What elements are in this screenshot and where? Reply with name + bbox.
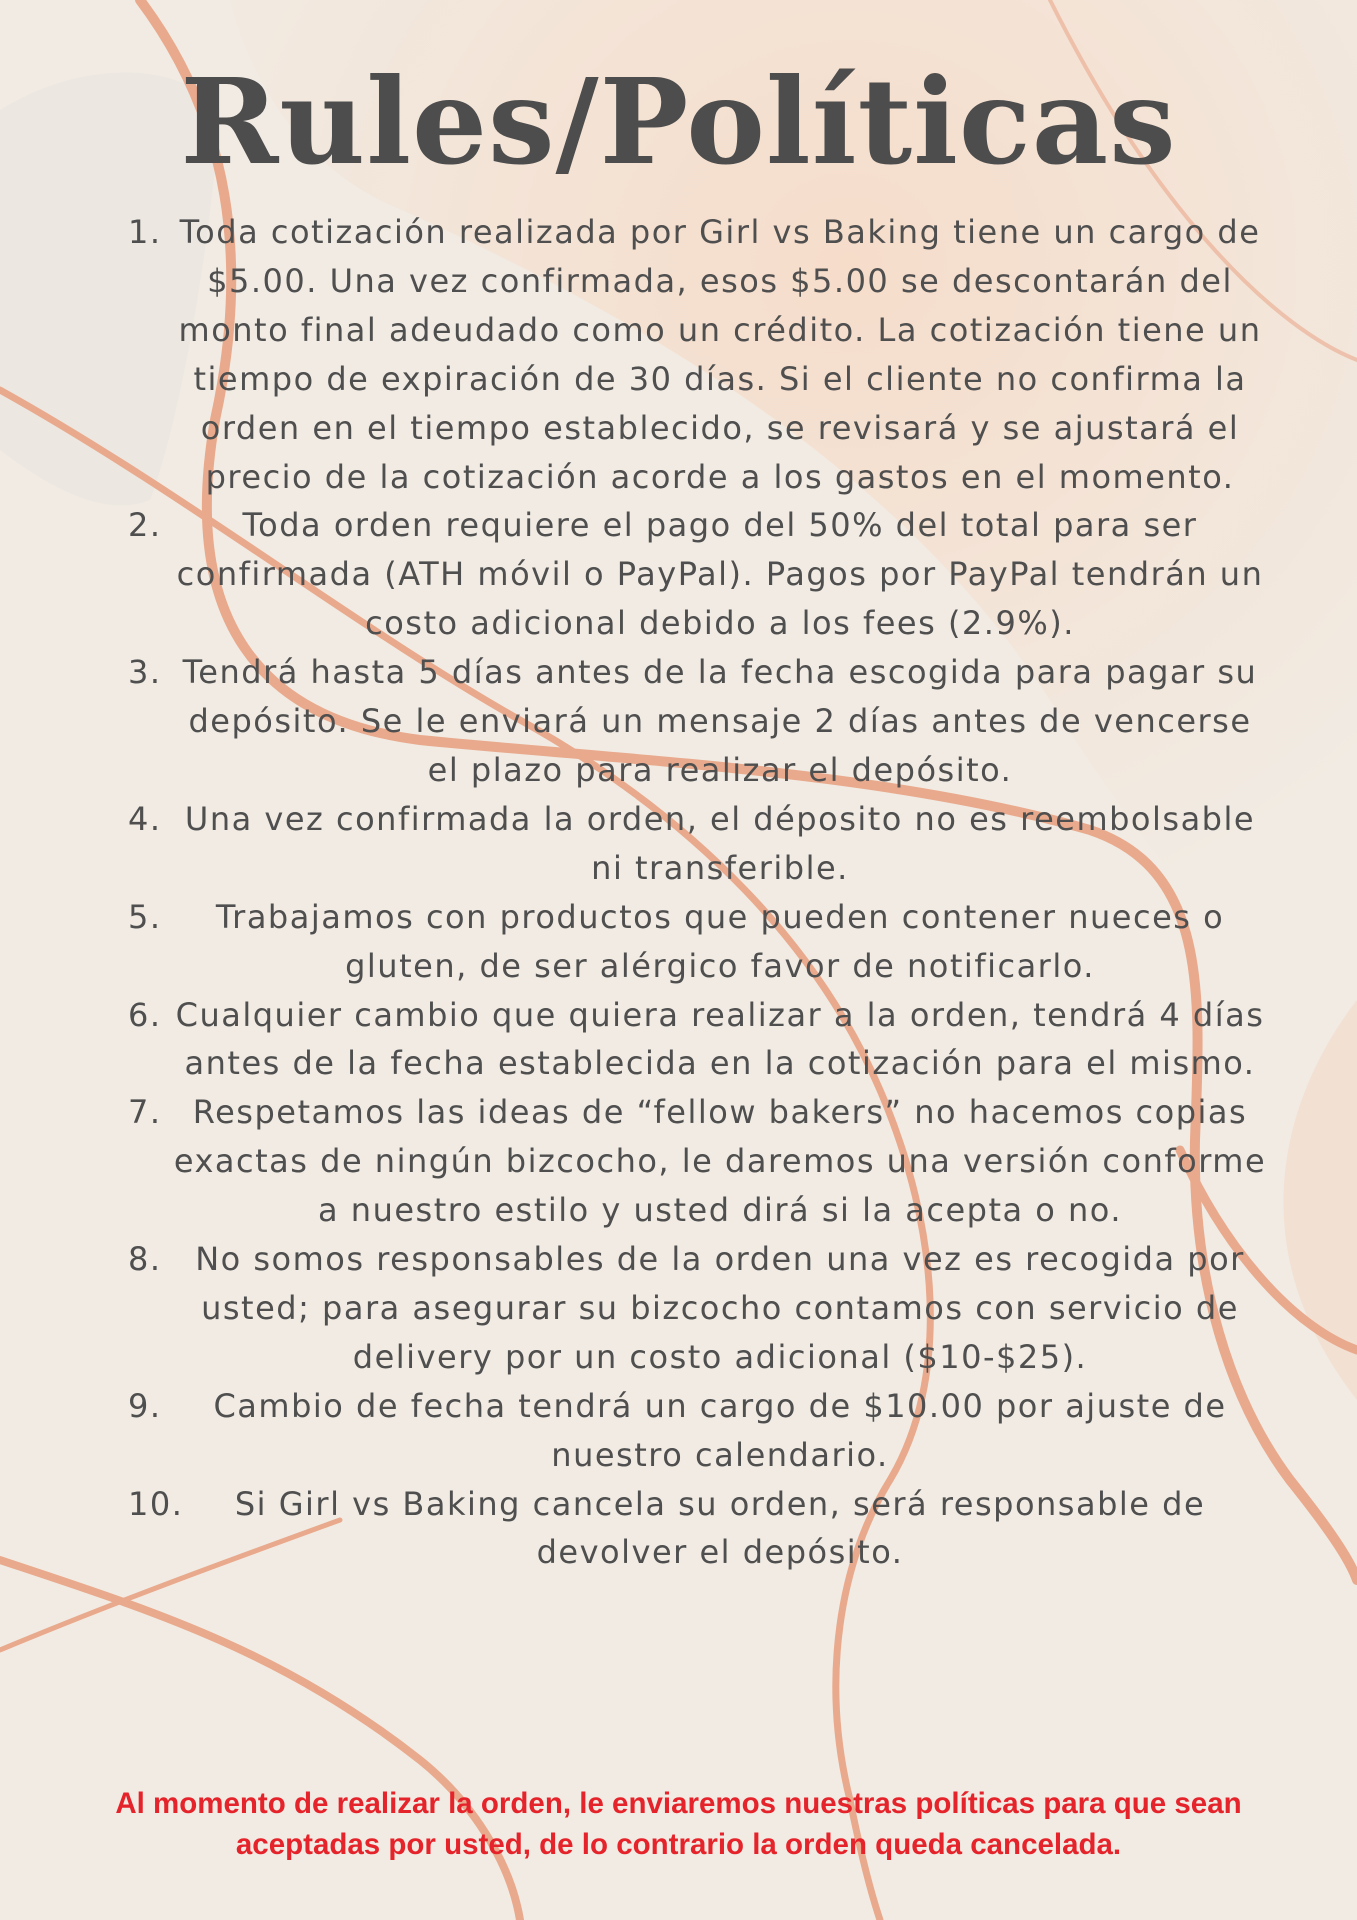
rule-number: 9. xyxy=(128,1386,162,1425)
rule-number: 5. xyxy=(128,897,162,936)
rule-item xyxy=(110,208,1270,501)
rule-number: 3. xyxy=(128,653,162,692)
rule-text: Tendrá hasta 5 días antes de la fecha escogida para pagar su depósito. Se le enviará un mensaje 2 días antes de vencerse el plazo para realizar el depósito. xyxy=(182,653,1258,789)
page-title: Rules/Políticas xyxy=(180,52,1177,191)
rule-item xyxy=(110,991,1270,1089)
rule-number: 1. xyxy=(128,213,162,251)
rule-text: Toda orden requiere el pago del 50% del total para ser confirmada (ATH móvil o PayPal). Pagos por PayPal tendrán un costo adicional debido a los fees (2.9%). xyxy=(176,506,1264,643)
rule-item xyxy=(110,795,1270,893)
rule-item xyxy=(110,501,1270,648)
rules-list xyxy=(110,208,1270,1577)
rule-text: No somos responsables de la orden una vez es recogida por usted; para asegurar su bizcocho contamos con servicio de delivery por un costo adicional ($10-$25). xyxy=(195,1240,1245,1376)
rule-text: Cambio de fecha tendrá un cargo de $10.00 por ajuste de nuestro calendario. xyxy=(213,1386,1227,1474)
rule-item xyxy=(110,893,1270,991)
rule-text: Trabajamos con productos que pueden contener nueces o gluten, de ser alérgico favor de notificarlo. xyxy=(215,897,1225,985)
rule-number: 2. xyxy=(128,506,162,545)
rule-item xyxy=(110,1382,1270,1480)
rule-item xyxy=(110,1088,1270,1235)
rule-text: Cualquier cambio que quiera realizar a la orden, tendrá 4 días antes de la fecha establecida en la cotización para el mismo. xyxy=(175,995,1265,1083)
rule-text: Respetamos las ideas de “fellow bakers” no hacemos copias exactas de ningún bizcocho, le daremos una versión conforme a nuestro estilo y usted dirá si la acepta o no. xyxy=(173,1093,1267,1230)
rule-item xyxy=(110,1235,1270,1382)
rule-text: Si Girl vs Baking cancela su orden, será responsable de devolver el depósito. xyxy=(234,1484,1206,1572)
rule-number: 6. xyxy=(128,995,162,1034)
rule-item xyxy=(110,1480,1270,1578)
rule-number: 10. xyxy=(128,1484,184,1523)
rule-text: Toda cotización realizada por Girl vs Baking tiene un cargo de $5.00. Una vez confirmada, esos $5.00 se descontarán del monto final adeudado como un crédito. La cotización tiene un tiempo de expiración de 30 días. Si el cliente no confirma la orden en el tiempo establecido, se revisará y se ajustará el precio de la cotización acorde a los gastos en el momento. xyxy=(178,213,1262,496)
footer-notice: Al momento de realizar la orden, le enviaremos nuestras políticas para que sean aceptadas por usted, de lo contrario la orden queda cancelada. xyxy=(115,1787,1242,1861)
rule-number: 4. xyxy=(128,799,162,838)
rule-number: 8. xyxy=(128,1240,162,1279)
rule-text: Una vez confirmada la orden, el déposito no es reembolsable ni transferible. xyxy=(184,799,1256,887)
rule-item xyxy=(110,648,1270,795)
rule-number: 7. xyxy=(128,1093,162,1132)
